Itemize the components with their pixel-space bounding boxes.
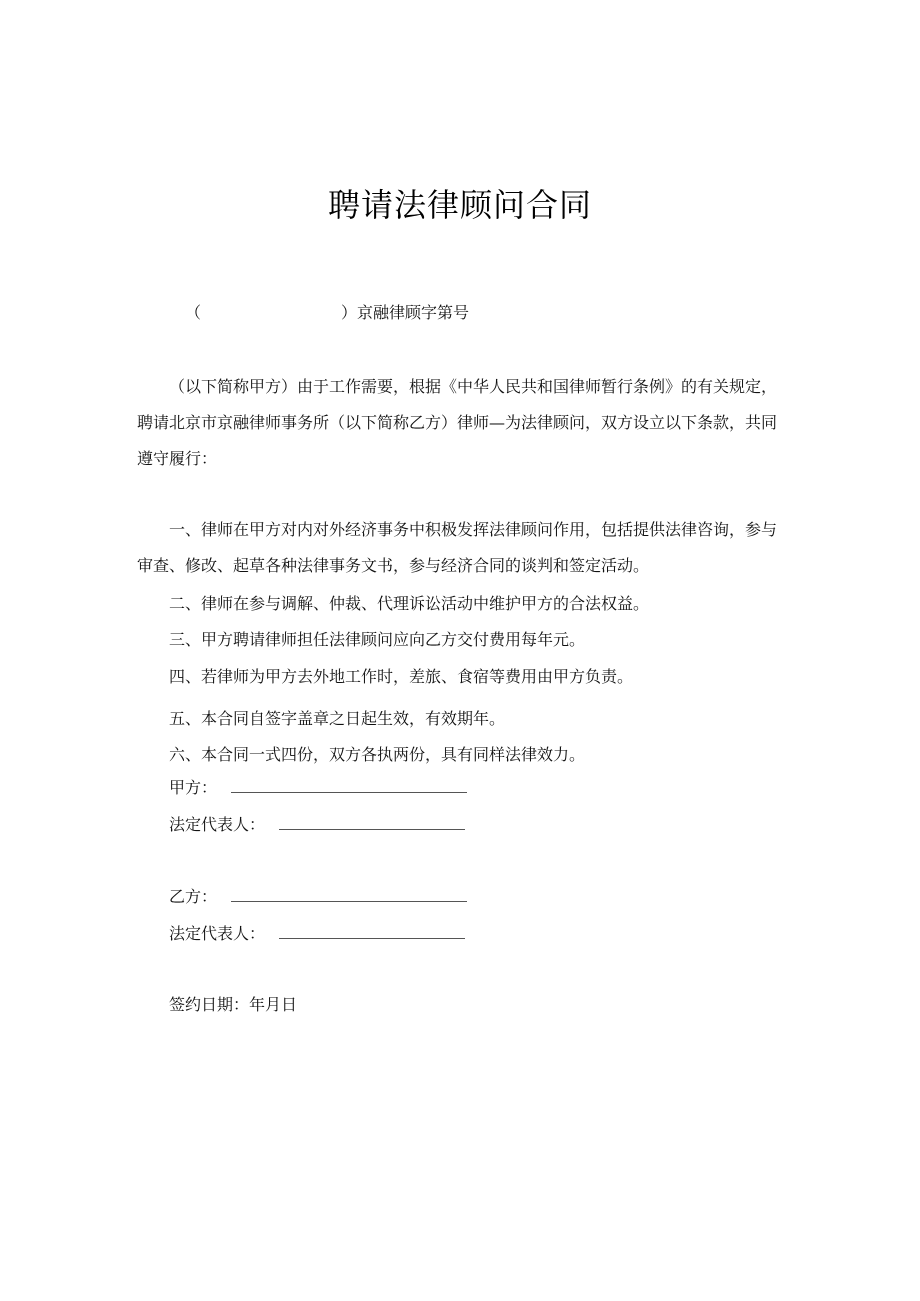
- party-a-signature-line[interactable]: [231, 778, 467, 793]
- clause-2: 二、律师在参与调解、仲裁、代理诉讼活动中维护甲方的合法权益。: [169, 594, 650, 613]
- party-b-rep-signature-line[interactable]: [279, 924, 465, 939]
- party-a-field: [169, 776, 467, 800]
- clause-3: 三、甲方聘请律师担任法律顾问应向乙方交付费用每年元。: [169, 630, 586, 649]
- reference-open-paren: （: [185, 303, 202, 322]
- clause-6: 六、本合同一式四份，双方各执两份，具有同样法律效力。: [169, 745, 586, 764]
- intro-paragraph: （以下简称甲方）由于工作需要，根据《中华人民共和国律师暂行条例》的有关规定，聘请北京市京融律师事务所（以下简称乙方）律师—为法律顾问，双方设立以下条款，共同遵守履行：: [137, 377, 778, 468]
- party-a-rep-field: [169, 813, 465, 837]
- reference-text: ）京融律顾字第号: [341, 303, 470, 322]
- clause-4: 四、若律师为甲方去外地工作时，差旅、食宿等费用由甲方负责。: [169, 667, 634, 686]
- party-b-rep-label: 法定代表人：: [169, 924, 266, 943]
- party-a-rep-signature-line[interactable]: [279, 815, 465, 830]
- reference-number: [185, 301, 469, 325]
- party-b-signature-line[interactable]: [231, 887, 467, 902]
- party-a-rep-label: 法定代表人：: [169, 815, 266, 834]
- document-title: 聘请法律顾问合同: [327, 186, 592, 224]
- party-b-field: [169, 885, 467, 909]
- party-a-label: 甲方：: [169, 778, 218, 797]
- sign-date: 签约日期：年月日: [169, 995, 298, 1014]
- party-b-label: 乙方：: [169, 887, 218, 906]
- clause-5: 五、本合同自签字盖章之日起生效，有效期年。: [169, 709, 506, 728]
- clause-1: 一、律师在甲方对内对外经济事务中积极发挥法律顾问作用，包括提供法律咨询，参与审查、修改、起草各种法律事务文书，参与经济合同的谈判和签定活动。: [137, 520, 778, 575]
- party-b-rep-field: [169, 922, 465, 946]
